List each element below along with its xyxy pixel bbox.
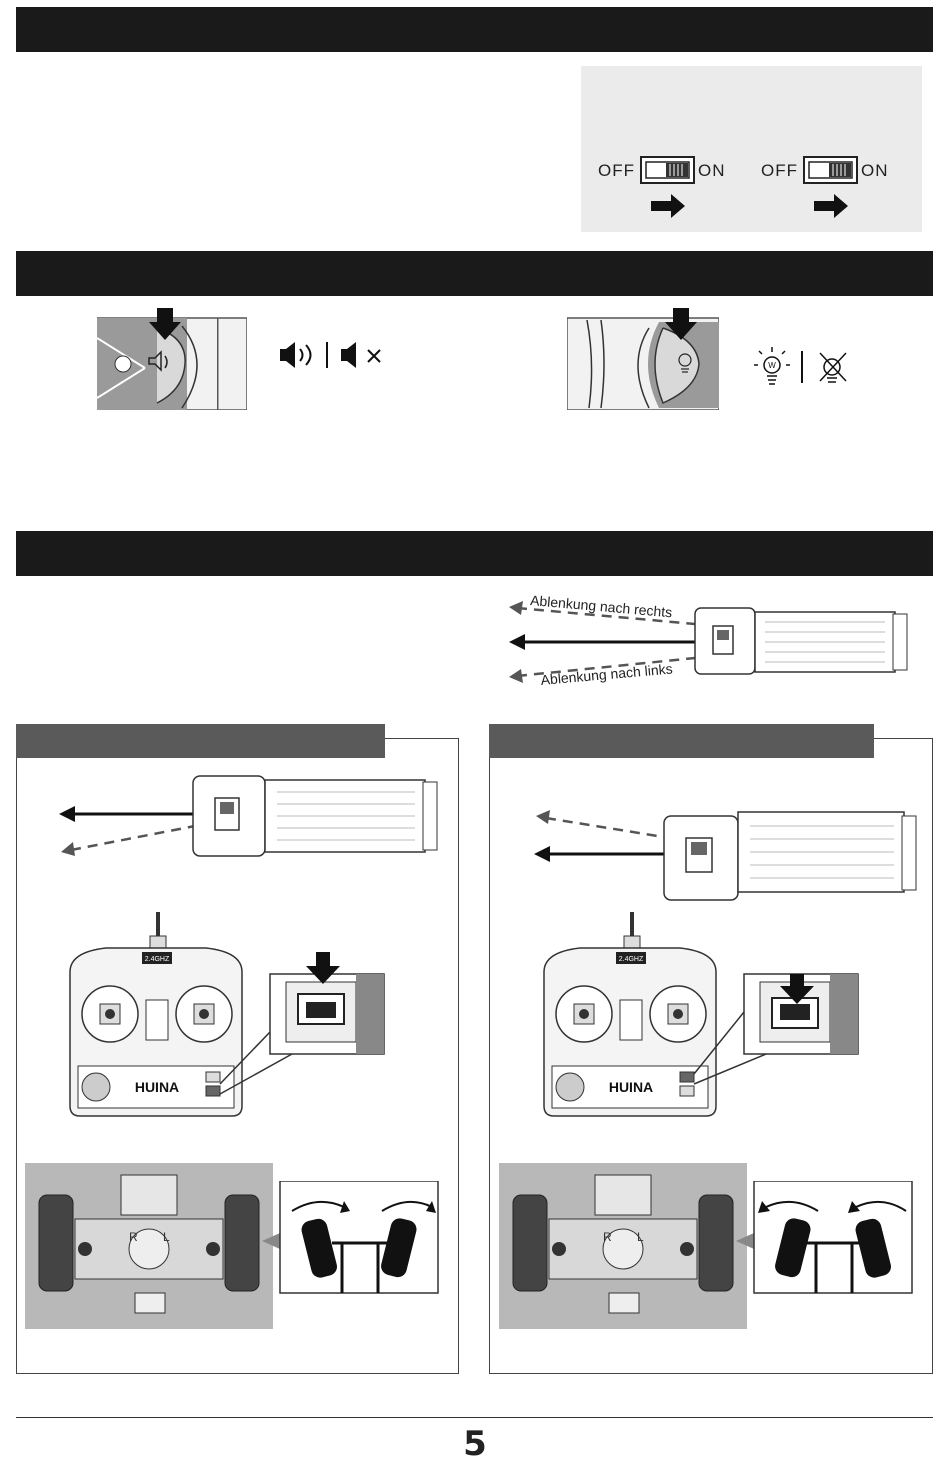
svg-text:W: W (768, 361, 776, 370)
section-header-bar-2 (16, 251, 933, 296)
power-switch-panel (581, 66, 922, 232)
light-on-icon (754, 347, 790, 384)
page-number: 5 (463, 1424, 487, 1464)
light-button-illustration (567, 308, 719, 410)
deflection-left-label: Ablenkung nach links (540, 660, 674, 688)
arrow-right-icon (814, 194, 850, 218)
power-switch-2[interactable] (803, 156, 858, 184)
truck-topview-icon (664, 812, 916, 900)
power-switch-1[interactable] (640, 156, 695, 184)
chassis-r-label: R (603, 1230, 612, 1244)
deflection-right-label: Ablenkung nach rechts (529, 592, 673, 621)
truck-topview-icon (193, 776, 437, 856)
trim-left-direction-diagram (55, 768, 445, 868)
switch-icon (640, 156, 695, 184)
sound-button-illustration (97, 308, 247, 410)
chassis-right-illustration (499, 1163, 749, 1329)
frequency-label: 2.4GHZ (144, 956, 170, 963)
speaker-on-icon (280, 342, 311, 368)
arrow-right-icon (651, 194, 687, 218)
wheel-alignment-left (262, 1181, 440, 1295)
switch-icon (803, 156, 858, 184)
trim-panel-left-header (16, 724, 385, 758)
wheel-alignment-right (736, 1181, 914, 1295)
switch-on-label-1: ON (698, 161, 726, 180)
section-header-bar-3 (16, 531, 933, 576)
trim-right-direction-diagram (530, 802, 920, 922)
speaker-mute-icon (341, 342, 380, 368)
chassis-l-label: L (637, 1230, 644, 1244)
chassis-l-label: L (163, 1230, 170, 1244)
truck-topview-icon (695, 608, 907, 674)
light-toggle-icons (754, 345, 854, 390)
transmitter-left-illustration (66, 912, 386, 1122)
section-header-bar-1 (16, 7, 933, 52)
switch-off-label-2: OFF (761, 161, 798, 180)
light-off-icon (820, 353, 846, 382)
switch-on-label-2: ON (861, 161, 889, 180)
chassis-left-illustration (25, 1163, 275, 1329)
transmitter-right-illustration (540, 912, 860, 1122)
switch-off-label-1: OFF (598, 161, 635, 180)
brand-label: HUINA (608, 1079, 654, 1095)
sound-toggle-icons (278, 340, 388, 370)
trim-panel-right-header (489, 724, 874, 758)
brand-label: HUINA (134, 1079, 180, 1095)
chassis-r-label: R (129, 1230, 138, 1244)
footer-rule (16, 1417, 933, 1418)
frequency-label: 2.4GHZ (618, 956, 644, 963)
